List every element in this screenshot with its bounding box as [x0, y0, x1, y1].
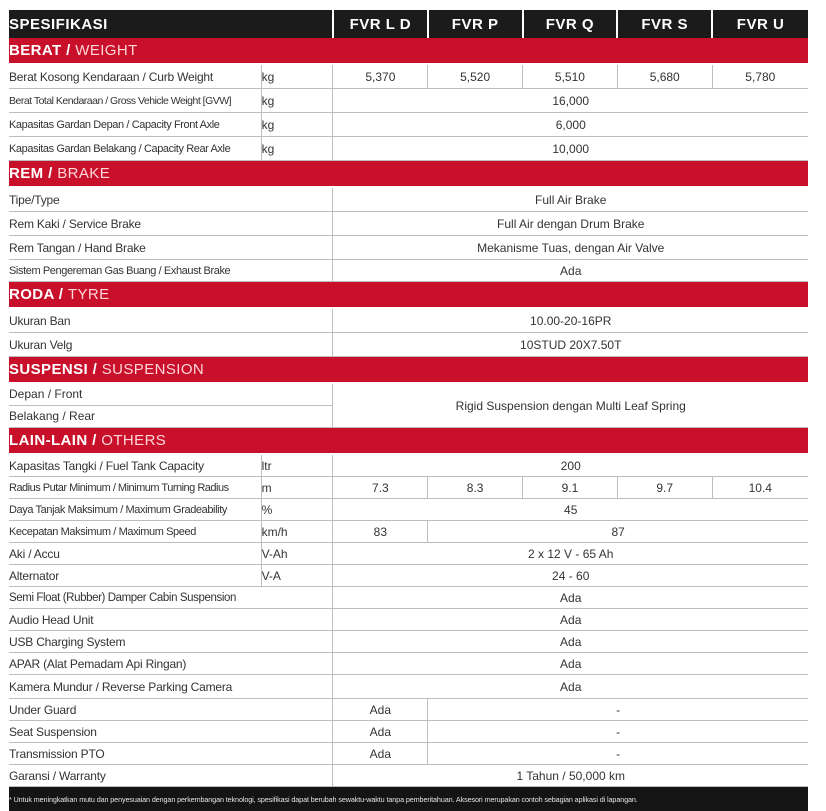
table-row-brake-type — [9, 187, 808, 212]
section-weight: BERAT / WEIGHT — [9, 38, 808, 64]
row-label: Berat Kosong Kendaraan / Curb Weight — [9, 64, 261, 89]
table-row-exhaust-brake — [9, 260, 808, 282]
section-title-en: OTHERS — [101, 432, 166, 449]
table-row-hand-brake — [9, 236, 808, 260]
row-value: 9.1 — [523, 477, 618, 499]
row-value: Ada — [333, 587, 808, 609]
row-value: 5,680 — [617, 64, 712, 89]
row-label: Berat Total Kendaraan / Gross Vehicle Weight [GVW] — [9, 89, 261, 113]
row-label: Garansi / Warranty — [9, 765, 333, 787]
row-value: 45 — [333, 499, 808, 521]
section-title-en: BRAKE — [57, 165, 110, 182]
table-row-alternator — [9, 565, 808, 587]
row-label: Daya Tanjak Maksimum / Maximum Gradeability — [9, 499, 261, 521]
variant-header-fvr-q: FVR Q — [523, 10, 618, 38]
section-brake: REM / BRAKE — [9, 161, 808, 188]
footnote-row — [9, 787, 808, 811]
row-value: Mekanisme Tuas, dengan Air Valve — [333, 236, 808, 260]
table-row-wheel-size — [9, 333, 808, 357]
row-unit: kg — [261, 113, 333, 137]
table-row-service-brake — [9, 212, 808, 236]
row-label: Rem Kaki / Service Brake — [9, 212, 333, 236]
section-suspension: SUSPENSI / SUSPENSION — [9, 357, 808, 384]
row-value: Ada — [333, 675, 808, 699]
row-value: Full Air dengan Drum Brake — [333, 212, 808, 236]
row-label: Semi Float (Rubber) Damper Cabin Suspension — [9, 587, 333, 609]
row-label-front: Depan / Front — [9, 384, 332, 406]
row-label: Kapasitas Tangki / Fuel Tank Capacity — [9, 454, 261, 477]
table-row-damper-cabin — [9, 587, 808, 609]
row-value: Full Air Brake — [333, 187, 808, 212]
row-value: 9.7 — [617, 477, 712, 499]
row-unit: kg — [261, 137, 333, 161]
row-label-rear: Belakang / Rear — [9, 406, 332, 427]
row-value: Ada — [333, 699, 428, 721]
table-row-usb — [9, 631, 808, 653]
section-tyre: RODA / TYRE — [9, 282, 808, 309]
section-title-en: TYRE — [68, 286, 110, 303]
table-row-gvw — [9, 89, 808, 113]
table-row-battery — [9, 543, 808, 565]
row-value: - — [428, 699, 808, 721]
row-label: Transmission PTO — [9, 743, 333, 765]
table-row-suspension — [9, 383, 808, 428]
variant-header-fvr-s: FVR S — [617, 10, 712, 38]
row-label: Alternator — [9, 565, 261, 587]
row-value: 6,000 — [333, 113, 808, 137]
row-value: 8.3 — [428, 477, 523, 499]
row-value: 5,370 — [333, 64, 428, 89]
section-title: RODA — [9, 286, 54, 303]
row-value: 87 — [428, 521, 808, 543]
row-value: Ada — [333, 609, 808, 631]
row-value: Ada — [333, 653, 808, 675]
row-label: Rem Tangan / Hand Brake — [9, 236, 333, 260]
row-unit: kg — [261, 64, 333, 89]
row-value: 200 — [333, 454, 808, 477]
row-label: Tipe/Type — [9, 187, 333, 212]
row-value: - — [428, 721, 808, 743]
row-label: Under Guard — [9, 699, 333, 721]
table-row-camera — [9, 675, 808, 699]
table-row-turning-radius — [9, 477, 808, 499]
row-label: Radius Putar Minimum / Minimum Turning Radius — [9, 477, 261, 499]
row-value: Ada — [333, 260, 808, 282]
row-unit: V-A — [261, 565, 333, 587]
section-title: REM — [9, 165, 44, 182]
row-label: Kapasitas Gardan Depan / Capacity Front Axle — [9, 113, 261, 137]
row-value: Ada — [333, 743, 428, 765]
row-value: 83 — [333, 521, 428, 543]
row-unit: km/h — [261, 521, 333, 543]
row-unit: % — [261, 499, 333, 521]
section-title: SUSPENSI — [9, 361, 88, 378]
row-label: Kamera Mundur / Reverse Parking Camera — [9, 675, 333, 699]
row-label: Kecepatan Maksimum / Maximum Speed — [9, 521, 261, 543]
table-row-max-speed — [9, 521, 808, 543]
row-label: USB Charging System — [9, 631, 333, 653]
row-value: Ada — [333, 721, 428, 743]
row-label: Ukuran Ban — [9, 308, 333, 333]
row-value: - — [428, 743, 808, 765]
row-label: APAR (Alat Pemadam Api Ringan) — [9, 653, 333, 675]
table-row-under-guard — [9, 699, 808, 721]
table-row-rear-axle — [9, 137, 808, 161]
table-row-fuel-tank — [9, 454, 808, 477]
table-row-audio — [9, 609, 808, 631]
table-row-tire-size — [9, 308, 808, 333]
section-title: LAIN-LAIN — [9, 432, 88, 449]
row-value: 16,000 — [333, 89, 808, 113]
row-unit: kg — [261, 89, 333, 113]
row-label: Aki / Accu — [9, 543, 261, 565]
variant-header-fvr-p: FVR P — [428, 10, 523, 38]
section-title-en: SUSPENSION — [102, 361, 204, 378]
table-header — [9, 10, 808, 38]
row-label: Ukuran Velg — [9, 333, 333, 357]
table-row-front-axle — [9, 113, 808, 137]
variant-header-fvr-ld: FVR L D — [333, 10, 428, 38]
table-row-gradeability — [9, 499, 808, 521]
table-row-curb-weight — [9, 64, 808, 89]
section-title: BERAT — [9, 42, 62, 59]
row-value: 10.4 — [712, 477, 808, 499]
row-label: Seat Suspension — [9, 721, 333, 743]
row-value: 2 x 12 V - 65 Ah — [333, 543, 808, 565]
row-value: 24 - 60 — [333, 565, 808, 587]
row-value: Ada — [333, 631, 808, 653]
section-title-en: WEIGHT — [75, 42, 137, 59]
row-value: Rigid Suspension dengan Multi Leaf Spring — [333, 383, 808, 428]
table-row-seat-suspension — [9, 721, 808, 743]
row-value: 10,000 — [333, 137, 808, 161]
specification-table — [9, 10, 808, 811]
row-value: 5,510 — [523, 64, 618, 89]
table-row-apar — [9, 653, 808, 675]
footnote: * Untuk meningkatkan mutu dan penyesuaian dengan perkembangan teknologi, spesifikasi dapat berubah sewaktu-waktu tanpa pemberitahuan. Aksesori merupakan contoh sebagian aplikasi di lapangan. — [9, 787, 808, 811]
spec-column-header: SPESIFIKASI — [9, 10, 333, 38]
row-unit: ltr — [261, 454, 333, 477]
section-others: LAIN-LAIN / OTHERS — [9, 428, 808, 455]
row-label: Sistem Pengereman Gas Buang / Exhaust Brake — [9, 260, 333, 282]
row-unit: V-Ah — [261, 543, 333, 565]
table-row-warranty — [9, 765, 808, 787]
row-value: 10STUD 20X7.50T — [333, 333, 808, 357]
row-unit: m — [261, 477, 333, 499]
row-value: 5,520 — [428, 64, 523, 89]
row-value: 7.3 — [333, 477, 428, 499]
row-value: 1 Tahun / 50,000 km — [333, 765, 808, 787]
row-value: 5,780 — [712, 64, 808, 89]
row-label: Audio Head Unit — [9, 609, 333, 631]
row-label: Kapasitas Gardan Belakang / Capacity Rear Axle — [9, 137, 261, 161]
row-value: 10.00-20-16PR — [333, 308, 808, 333]
table-row-transmission-pto — [9, 743, 808, 765]
variant-header-fvr-u: FVR U — [712, 10, 808, 38]
